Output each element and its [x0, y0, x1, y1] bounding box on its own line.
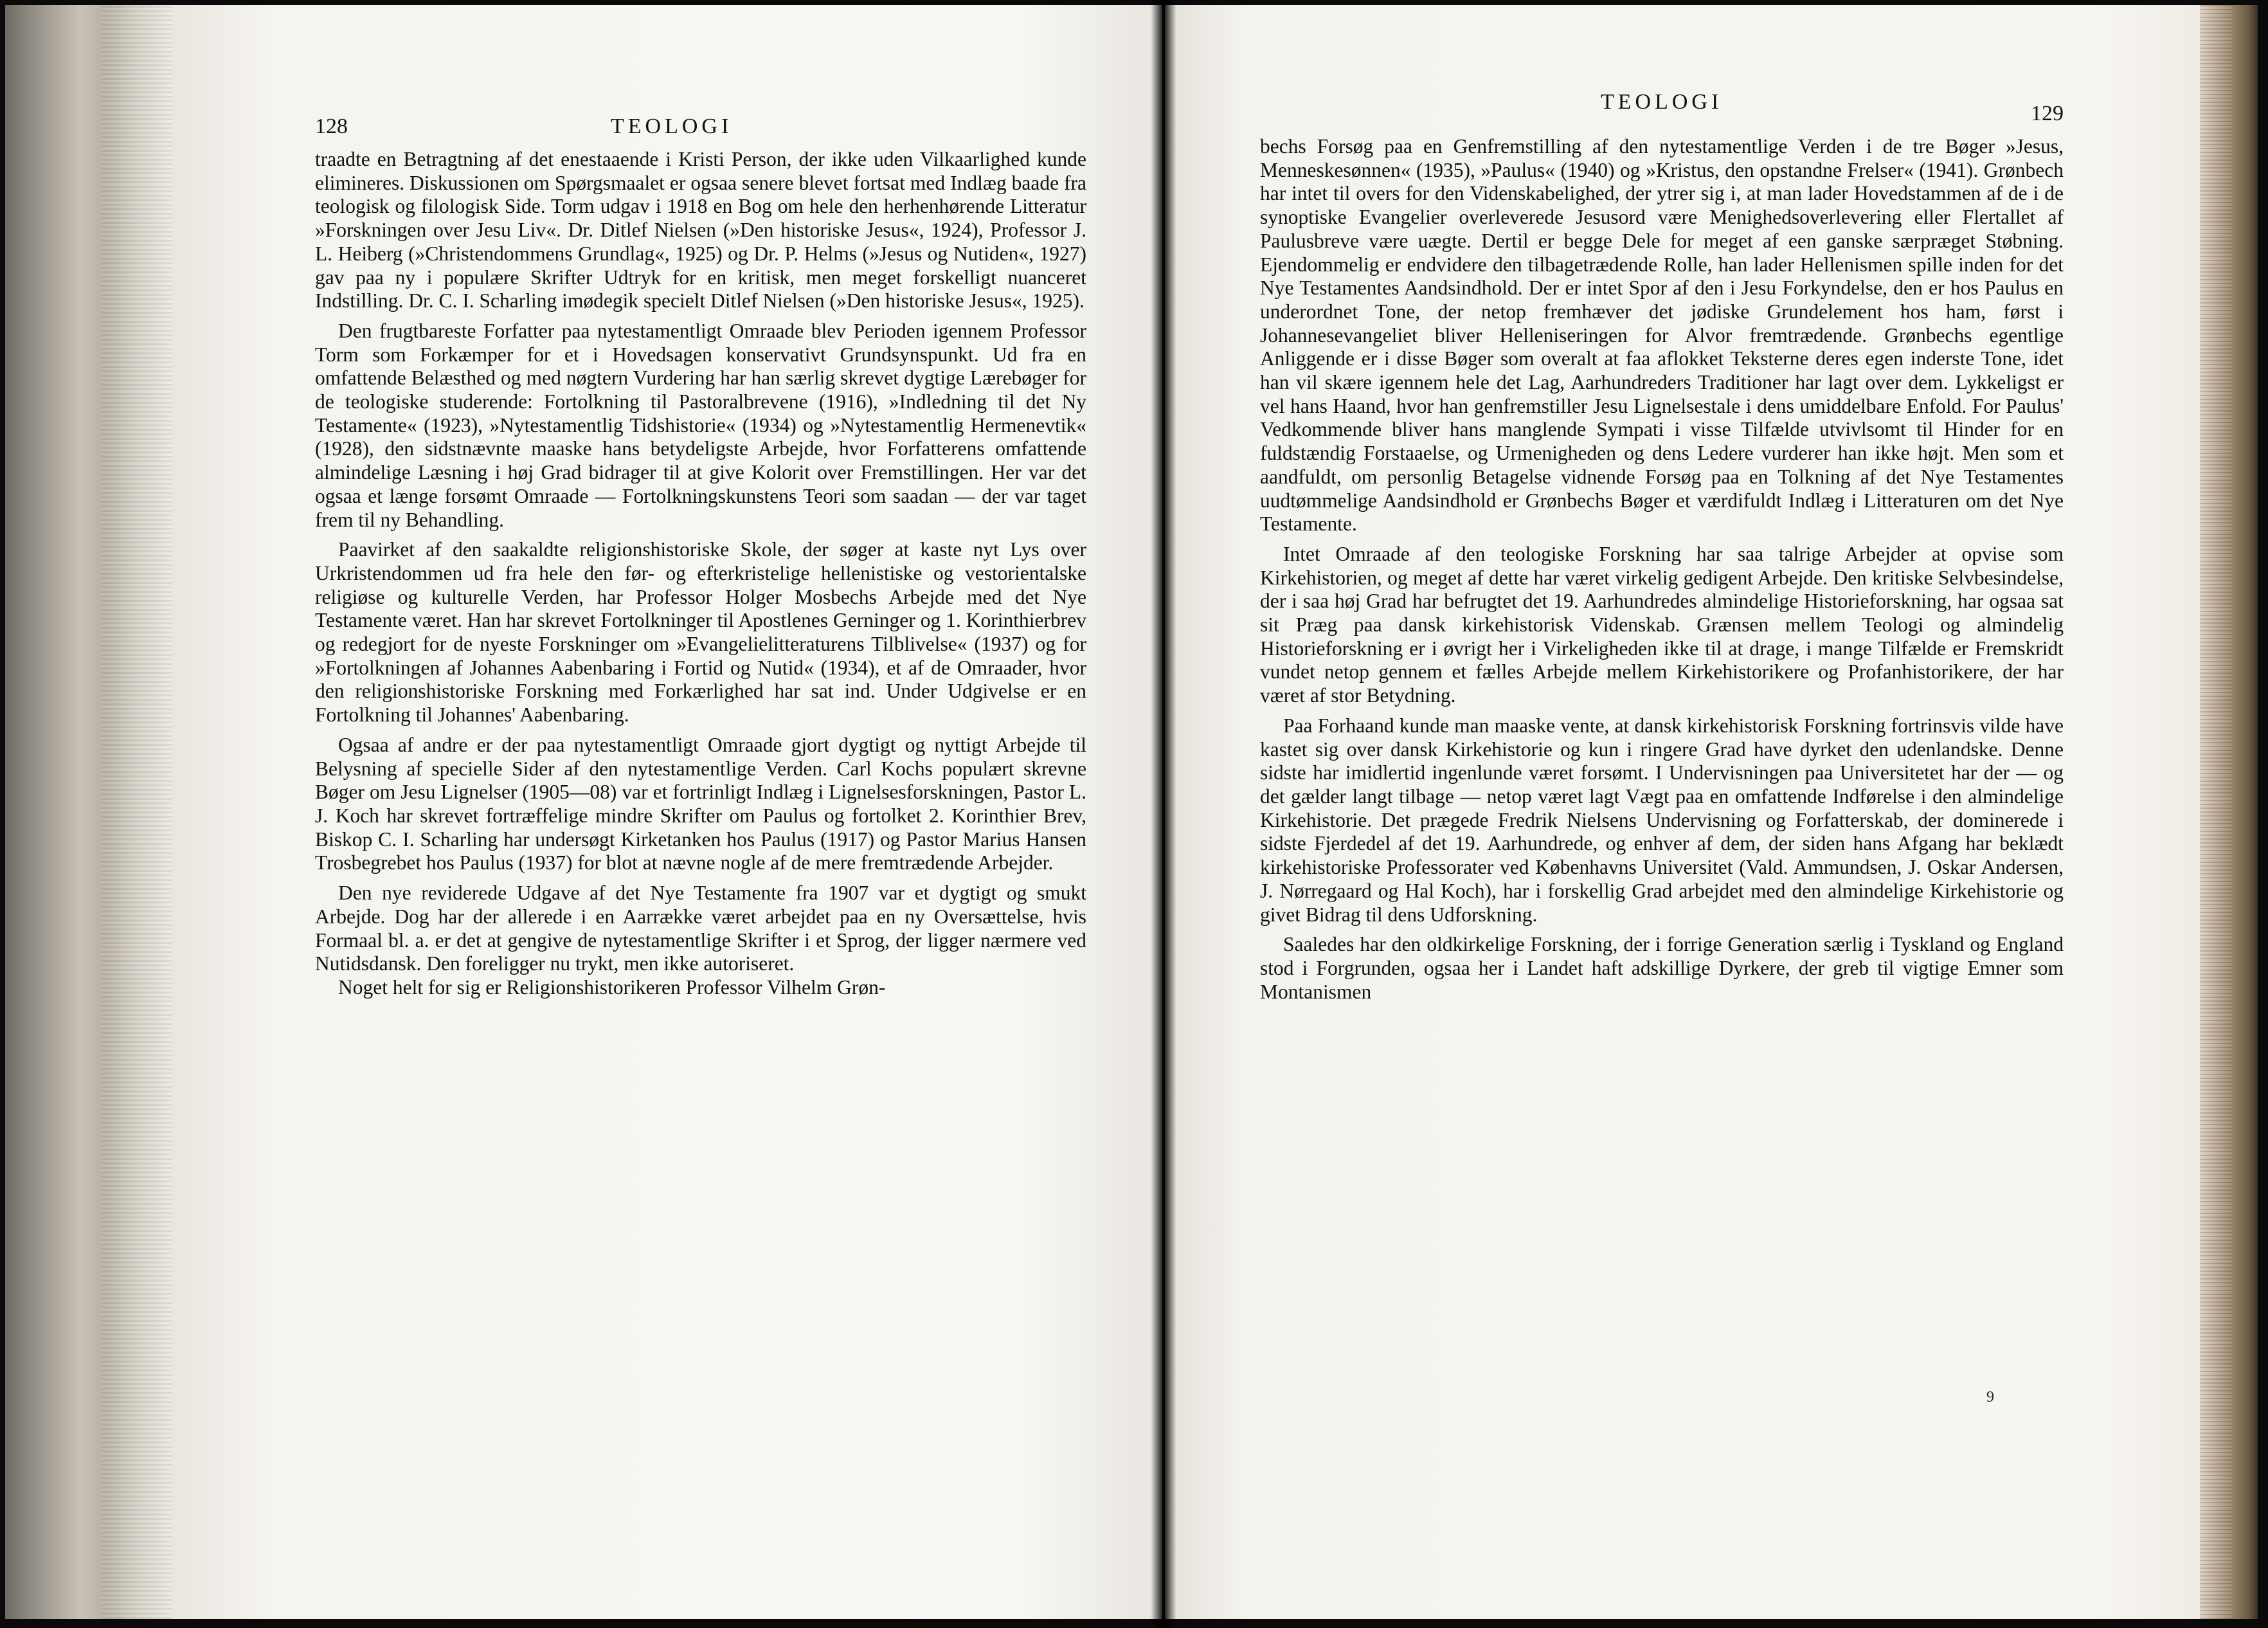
paragraph: Noget helt for sig er Religionshistorikeren Professor Vilhelm Grøn-: [338, 975, 886, 999]
left-body-text: [315, 148, 1086, 1000]
book-page-edge-right: [2200, 5, 2258, 1619]
paragraph: traadte en Betragtning af det enestaaende i Kristi Person, der ikke uden Vilkaarlighed kunde elimineres. Diskussionen om Spørgsmaalet er ogsaa senere blevet fortsat med Indlæg baade fra teologisk og filologisk Side. Torm udgav i 1918 en Bog om hele den herhenhørende Litteratur »Forskningen over Jesu Liv«. Dr. Ditlef Nielsen (»Den historiske Jesus«, 1924), Professor J. L. Heiberg (»Christendommens Grundlag«, 1925) og Dr. P. Helms (»Jesus og Nutiden«, 1927) gav paa ny i populære Skrifter Udtryk for en kritisk, men meget forskelligt nuanceret Indstilling. Dr. C. I. Scharling imødegik specielt Ditlef Nielsen (»Den historiske Jesus«, 1925).: [315, 148, 1086, 312]
running-header-right: [1260, 90, 2064, 129]
running-head-title: TEOLOGI: [1601, 90, 1723, 114]
right-body-text: [1260, 135, 2064, 1004]
paragraph: Ogsaa af andre er der paa nytestamentligt Omraade gjort dygtigt og nyttigt Arbejde til Belysning af specielle Sider af den nytestamentlige Verden. Carl Kochs populært skrevne Bøger om Jesu Lignelser (1905—08) var et fortrinligt Indlæg i Lignelsesforskningen, Pastor L. J. Koch har skrevet fortræffelige mindre Skrifter om Paulus og fortolket 2. Korinthier Brev, Biskop C. I. Scharling har undersøgt Kirketanken hos Paulus (1917) og Pastor Marius Hansen Trosbegrebet hos Paulus (1937) for blot at nævne nogle af de mere fremtrædende Arbejder.: [315, 733, 1086, 874]
paragraph: Den frugtbareste Forfatter paa nytestamentligt Omraade blev Perioden igennem Professor Torm som Forkæmper for et i Hovedsagen konservativt Grundsynspunkt. Ud fra en omfattende Belæsthed og med nøgtern Vurdering har han særlig skrevet dygtige Lærebøger for de teologiske studerende: Fortolkning til Pastoralbrevene (1916), »Indledning til det Ny Testamente« (1923), »Nytestamentlig Tidshistorie« (1934) og »Nytestamentlig Hermenevtik« (1928), den sidstnævnte maaske hans betydeligste Arbejde, hvor Forfatterens omfattende almindelige Læsning i høj Grad bidrager til at give Kolorit over Fremstillingen. Her var det ogsaa et længe forsømt Omraade — Fortolkningskunstens Teori som saadan — der var taget frem til ny Behandling.: [315, 319, 1086, 531]
page-number: 129: [2031, 102, 2064, 125]
page-128: [315, 103, 1086, 1006]
paragraph: Paa Forhaand kunde man maaske vente, at dansk kirkehistorisk Forskning fortrinsvis vilde have kastet sig over dansk Kirkehistorie og kun i ringere Grad have dyrket den udenlandske. Denne sidste har imidlertid ingenlunde været forsømt. I Undervisningen paa Universitetet har der — og det gælder langt tilbage — netop været lagt Vægt paa en omfattende Indførelse i den almindelige Kirkehistorie. Det prægede Fredrik Nielsens Undervisning og Forfatterskab, der dominerede i sidste Fjerdedel af det 19. Aarhundrede, og enhver af dem, der siden hans Afgang har beklædt kirkehistoriske Professorater ved Københavns Universitet (Vald. Ammundsen, J. Oskar Andersen, J. Nørregaard og Hal Koch), har i forskellig Grad arbejdet med den almindelige Kirkehistorie og givet Bidrag til dens Udforskning.: [1260, 714, 2064, 926]
signature-mark: 9: [1986, 1389, 1994, 1406]
paragraph: Paavirket af den saakaldte religionshistoriske Skole, der søger at kaste nyt Lys over Urkristendommen ud fra hele den før- og efterkristelige hellenistiske og vestorientalske religiøse og kulturelle Verden, har Professor Holger Mosbechs Arbejde med det Nye Testamente været. Han har skrevet Fortolkninger til Apostlenes Gerninger og 1. Korinthierbrev og redegjort for de nyeste Forskninger om »Evangelielitteraturens Tilblivelse« (1937) og for »Fortolkningen af Johannes Aabenbaring i Fortid og Nutid« (1934), et af de Omraader, hvor den religionshistoriske Forskning med Forkærlighed har sat ind. Under Udgivelse er en Fortolkning til Johannes' Aabenbaring.: [315, 538, 1086, 727]
paragraph: bechs Forsøg paa en Genfremstilling af den nytestamentlige Verden i de tre Bøger »Jesus, Menneskesønnen« (1935), »Paulus« (1940) og »Kristus, den opstandne Frelser« (1941). Grønbech har intet til overs for den Videnskabelighed, der ytrer sig i, at man lader Hovedstammen af de i de synoptiske Evangelier overleverede Jesusord være Menighedsoverlevering eller Flertallet af Paulusbreve være uægte. Dertil er begge Dele for meget af een ganske særpræget Støbning. Ejendommelig er endvidere den tilbagetrædende Rolle, han lader Hellenismen spille inden for det Nye Testamentes Aandsindhold. Der er intet Spor af den i Jesu Forkyndelse, den er hos Paulus en underordnet Tone, der netop fremhæver det jødiske Grundelement hos ham, først i Johannesevangeliet bliver Helleniseringen for Alvor fremtrædende. Grønbechs egentlige Anliggende er i disse Bøger som overalt at faa aflokket Teksterne deres egen inderste Tone, idet han vil skære igennem hele det Lag, Aarhundreders Traditioner har lagt over dem. Lykkeligst er vel hans Haand, hvor han genfremstiller Jesu Lignelsestale i dens umiddelbare Enfold. For Paulus' Vedkommende bliver hans manglende Sympati i visse Tilfælde utvivlsomt til Hinder for en fuldstændig Forstaaelse, og Urmenigheden og dens Ledere vurderer han ikke højt. Men som et aandfuldt, om personlig Betagelse vidnende Forsøg paa en Tolkning af det Nye Testamentes uudtømmelige Aandsindhold er Grønbechs Bøger et værdifuldt Indlæg i Litteraturen om det Nye Testamente.: [1260, 135, 2064, 536]
paragraph: Saaledes har den oldkirkelige Forskning, der i forrige Generation særlig i Tyskland og England stod i Forgrunden, ogsaa her i Landet haft adskillige Dyrkere, der greb til vigtige Emner som Montanismen: [1260, 933, 2064, 1003]
running-header-left: [315, 103, 1086, 141]
book-page-edge-left: [5, 5, 172, 1619]
page-number: 128: [315, 114, 348, 138]
page-129: [1260, 90, 2064, 1010]
paragraph: Intet Omraade af den teologiske Forskning har saa talrige Arbejder at opvise som Kirkehistorien, og meget af dette har været virkelig gedigent Arbejde. Den kritiske Selvbesindelse, der i saa høj Grad har befrugtet det 19. Aarhundredes almindelige Historieforskning, har ogsaa sat sit Præg paa dansk kirkehistorisk Videnskab. Grænsen mellem Teologi og almindelig Historieforskning er i øvrigt her i Virkeligheden ikke til at drage, i mange Tilfælde er Fremskridt vundet netop gennem et fælles Arbejde mellem Kirkehistorikere og Profanhistorikere, der har været af stor Betydning.: [1260, 542, 2064, 707]
paragraph: Den nye reviderede Udgave af det Nye Testamente fra 1907 var et dygtigt og smukt Arbejde. Dog har der allerede i en Aarrække været arbejdet paa en ny Oversættelse, hvis Formaal bl. a. er det at gengive de nytestamentlige Skrifter i et Sprog, der ligger nærmere ved Nutidsdansk. Den foreligger nu trykt, men ikke autoriseret.: [315, 882, 1086, 975]
book-gutter: [1151, 0, 1176, 1628]
running-head-title: TEOLOGI: [611, 114, 733, 138]
